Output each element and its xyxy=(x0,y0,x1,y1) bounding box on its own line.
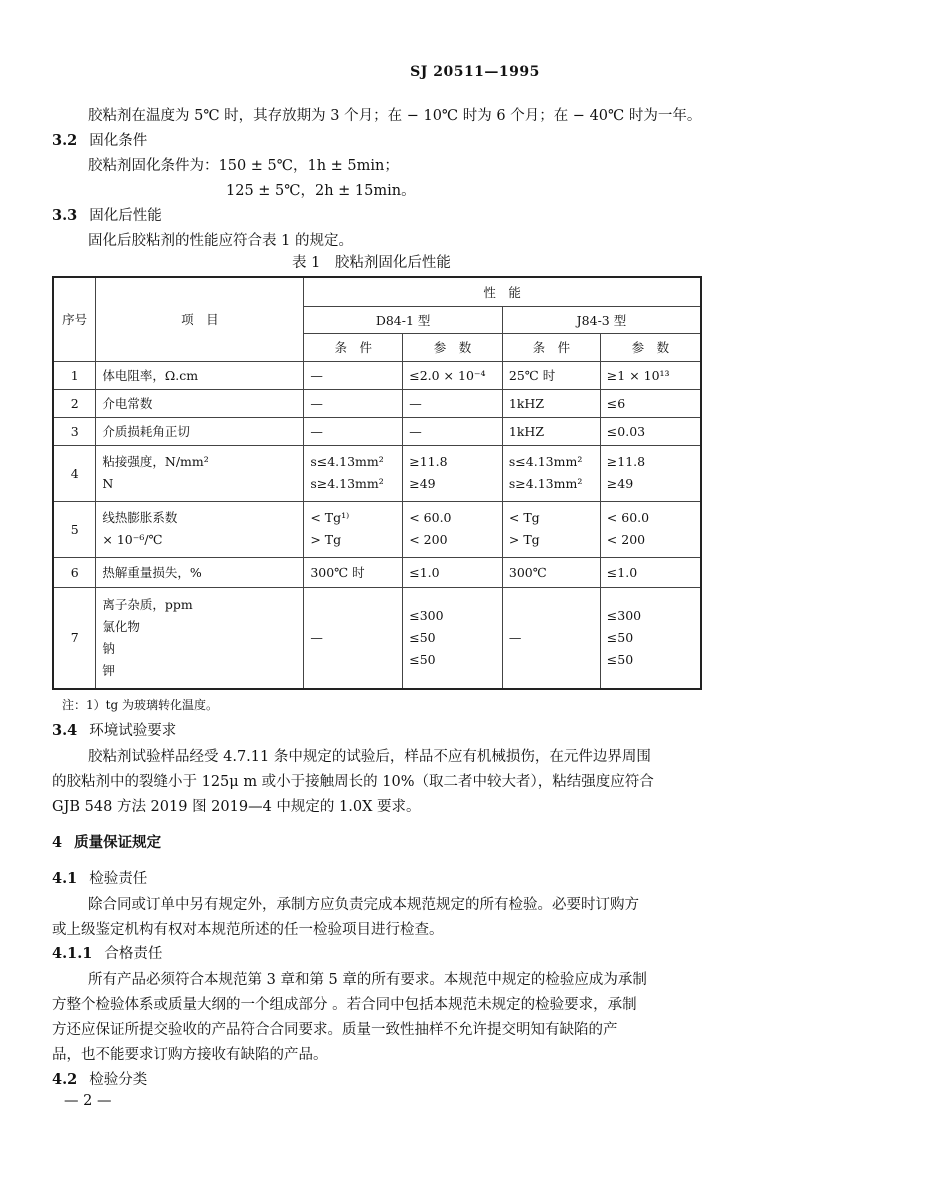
cell-no: 5 xyxy=(53,501,96,557)
header-condition: 条 件 xyxy=(502,333,600,361)
table-row xyxy=(53,445,701,501)
cell-d-cond: — xyxy=(304,361,403,389)
section-4-1-line-2: 或上级鉴定机构有权对本规范所述的任一检验项目进行检查。 xyxy=(52,922,444,938)
section-number: 3.3 xyxy=(52,207,78,224)
cell-item: 粘接强度，N/mm² N xyxy=(96,445,304,501)
cell-no: 7 xyxy=(53,587,96,689)
section-title: 合格责任 xyxy=(104,946,163,962)
section-4-1-1-line-3: 方还应保证所提交验收的产品符合合同要求。质量一致性抽样不允许提交明知有缺陷的产 xyxy=(52,1022,618,1038)
cell-no: 1 xyxy=(53,361,96,389)
table-row xyxy=(53,501,701,557)
section-4-1-heading xyxy=(52,867,147,888)
header-condition: 条 件 xyxy=(304,333,403,361)
section-number: 4.1 xyxy=(52,870,78,887)
section-number: 4.1.1 xyxy=(52,945,93,962)
section-title: 固化后性能 xyxy=(89,208,162,224)
header-j84: J84-3 型 xyxy=(502,306,701,333)
table-row xyxy=(53,389,701,417)
cell-d-param: — xyxy=(403,417,503,445)
document-code: SJ 20511—1995 xyxy=(410,64,540,80)
table-row xyxy=(53,557,701,587)
cell-item: 介电常数 xyxy=(96,389,304,417)
cell-d-cond: — xyxy=(304,587,403,689)
header-parameter: 参 数 xyxy=(600,333,701,361)
cell-j-cond: 300℃ xyxy=(502,557,600,587)
section-4-1-1-line-1: 所有产品必须符合本规范第 3 章和第 5 章的所有要求。本规范中规定的检验应成为承制 xyxy=(88,972,647,988)
table-row xyxy=(53,361,701,389)
cell-item: 离子杂质，ppm 氯化物 钠 钾 xyxy=(96,587,304,689)
section-3-3-text: 固化后胶粘剂的性能应符合表 1 的规定。 xyxy=(88,233,353,249)
section-4-1-1-line-2: 方整个检验体系或质量大纲的一个组成部分 。若合同中包括本规范未规定的检验要求，承制 xyxy=(52,997,637,1013)
cell-d-param: ≤1.0 xyxy=(403,557,503,587)
cell-item: 线热膨胀系数 × 10⁻⁶/℃ xyxy=(96,501,304,557)
cell-no: 6 xyxy=(53,557,96,587)
cure-line-2: 125 ± 5℃，2h ± 15min。 xyxy=(226,183,416,199)
section-number: 4.2 xyxy=(52,1071,78,1088)
cell-d-param: ≤2.0 × 10⁻⁴ xyxy=(403,361,503,389)
table-row xyxy=(53,417,701,445)
section-title: 检验分类 xyxy=(89,1072,148,1088)
cell-d-cond: — xyxy=(304,389,403,417)
cell-j-param: ≥11.8 ≥49 xyxy=(600,445,701,501)
section-3-4-heading xyxy=(52,719,176,740)
cell-item: 介质损耗角正切 xyxy=(96,417,304,445)
chapter-title: 质量保证规定 xyxy=(74,834,162,851)
cell-j-cond: s≤4.13mm² s≥4.13mm² xyxy=(502,445,600,501)
header-d84: D84-1 型 xyxy=(304,306,503,333)
section-3-2-heading xyxy=(52,129,147,150)
section-3-3-heading xyxy=(52,204,162,225)
cell-d-cond: 300℃ 时 xyxy=(304,557,403,587)
cell-d-cond: s≤4.13mm² s≥4.13mm² xyxy=(304,445,403,501)
storage-text: 胶粘剂在温度为 5℃ 时，其存放期为 3 个月；在 − 10℃ 时为 6 个月；在 − 40℃ 时为一年。 xyxy=(88,108,702,124)
section-4-1-1-heading xyxy=(52,942,162,963)
table-caption: 表 1 胶粘剂固化后性能 xyxy=(292,255,451,271)
section-number: 3.2 xyxy=(52,132,78,149)
cell-d-cond: < Tg¹⁾ > Tg xyxy=(304,501,403,557)
properties-table xyxy=(52,276,702,690)
cell-j-cond: < Tg > Tg xyxy=(502,501,600,557)
section-4-1-1-line-4: 品，也不能要求订购方接收有缺陷的产品。 xyxy=(52,1047,328,1063)
section-3-4-line-1: 胶粘剂试验样品经受 4.7.11 条中规定的试验后，样品不应有机械损伤，在元件边界周围 xyxy=(88,749,651,765)
cell-item: 热解重量损失，% xyxy=(96,557,304,587)
chapter-4-heading xyxy=(52,831,161,852)
cell-j-cond: 1kHZ xyxy=(502,417,600,445)
cell-d-cond: — xyxy=(304,417,403,445)
section-title: 固化条件 xyxy=(89,133,148,149)
section-title: 检验责任 xyxy=(89,871,148,887)
section-4-2-heading xyxy=(52,1068,147,1089)
cell-j-cond: — xyxy=(502,587,600,689)
table-row xyxy=(53,587,701,689)
cell-no: 3 xyxy=(53,417,96,445)
header-item: 项 目 xyxy=(96,277,304,361)
cell-j-param: < 60.0 < 200 xyxy=(600,501,701,557)
header-no: 序号 xyxy=(53,277,96,361)
chapter-number: 4 xyxy=(52,834,63,851)
cell-j-param: ≤0.03 xyxy=(600,417,701,445)
table-header-row xyxy=(53,277,701,306)
cell-j-param: ≤300 ≤50 ≤50 xyxy=(600,587,701,689)
cell-d-param: ≥11.8 ≥49 xyxy=(403,445,503,501)
section-number: 3.4 xyxy=(52,722,78,739)
cell-j-param: ≥1 × 10¹³ xyxy=(600,361,701,389)
cell-j-cond: 1kHZ xyxy=(502,389,600,417)
section-4-1-line-1: 除合同或订单中另有规定外，承制方应负责完成本规范规定的所有检验。必要时订购方 xyxy=(88,897,639,913)
header-performance: 性 能 xyxy=(304,277,701,306)
section-3-4-line-2: 的胶粘剂中的裂缝小于 125μ m 或小于接触周长的 10%（取二者中较大者），粘结强度应符合 xyxy=(52,774,654,790)
page-number: — 2 — xyxy=(64,1093,112,1109)
cure-line-1: 胶粘剂固化条件为：150 ± 5℃，1h ± 5min； xyxy=(88,158,399,174)
header-parameter: 参 数 xyxy=(403,333,503,361)
cell-d-param: — xyxy=(403,389,503,417)
section-title: 环境试验要求 xyxy=(89,723,177,739)
cell-no: 4 xyxy=(53,445,96,501)
cell-item: 体电阻率，Ω.cm xyxy=(96,361,304,389)
section-3-4-line-3: GJB 548 方法 2019 图 2019—4 中规定的 1.0X 要求。 xyxy=(52,799,421,815)
cell-j-param: ≤6 xyxy=(600,389,701,417)
cell-d-param: < 60.0 < 200 xyxy=(403,501,503,557)
cell-j-param: ≤1.0 xyxy=(600,557,701,587)
cell-no: 2 xyxy=(53,389,96,417)
cell-j-cond: 25℃ 时 xyxy=(502,361,600,389)
table-footnote: 注：1）tg 为玻璃转化温度。 xyxy=(62,698,218,712)
cell-d-param: ≤300 ≤50 ≤50 xyxy=(403,587,503,689)
